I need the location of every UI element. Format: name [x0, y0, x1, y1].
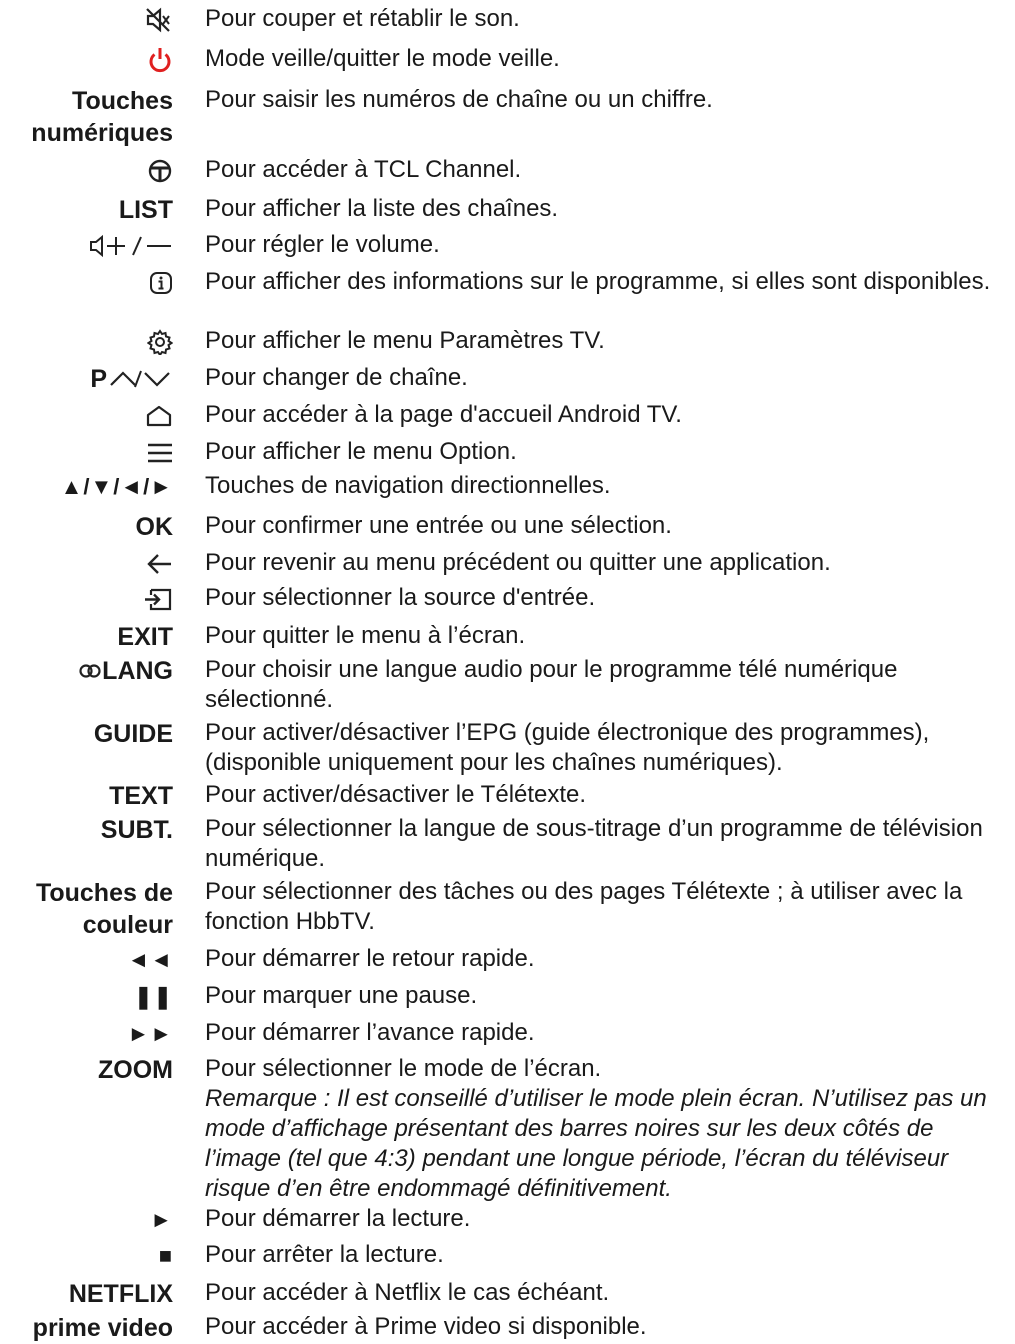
entry-desc: Pour afficher des informations sur le programme, si elles sont disponibles.: [205, 268, 991, 295]
entry-desc: Pour couper et rétablir le son.: [205, 5, 520, 32]
entry-desc: Pour quitter le menu à l’écran.: [205, 622, 526, 649]
entry-desc: Pour régler le volume.: [205, 231, 440, 258]
entry-key: ZOOM: [98, 1056, 173, 1084]
settings-icon: [147, 326, 173, 358]
entry-desc: Pour sélectionner la source d'entrée.: [205, 584, 596, 611]
input-source-icon: [143, 583, 173, 615]
info-icon: [149, 267, 173, 299]
entry-desc: Pour sélectionner des tâches ou des pages Télétexte ; à utiliser avec la fonction HbbTV.: [205, 878, 963, 935]
entry-key: LANG: [79, 655, 173, 687]
entry-key: EXIT: [117, 623, 173, 651]
entry-desc: Pour changer de chaîne.: [205, 364, 468, 391]
entry-key: GUIDE: [93, 720, 173, 748]
tcl-channel-icon: [147, 155, 173, 187]
entry-desc: Pour activer/désactiver le Télétexte.: [205, 781, 587, 808]
entry-desc: Mode veille/quitter le mode veille.: [205, 45, 560, 72]
entry-desc: Pour revenir au menu précédent ou quitter une application.: [205, 549, 831, 576]
entry-desc: Pour arrêter la lecture.: [205, 1241, 444, 1268]
entry-desc: Pour afficher la liste des chaînes.: [205, 195, 559, 222]
play-icon: ►: [150, 1207, 173, 1232]
entry-desc: Pour confirmer une entrée ou une sélection.: [205, 512, 672, 539]
entry-desc: Pour sélectionner la langue de sous-titrage d’un programme de télévision numérique.: [205, 815, 983, 872]
menu-icon: [147, 437, 173, 469]
rewind-icon: ◄◄: [127, 947, 173, 972]
entry-desc: Pour accéder à la page d'accueil Android TV.: [205, 401, 682, 428]
entry-desc: Pour saisir les numéros de chaîne ou un chiffre.: [205, 86, 713, 113]
entry-desc: Pour accéder à Prime video si disponible.: [205, 1313, 647, 1340]
entry-desc: Touches de navigation directionnelles.: [205, 472, 611, 499]
entry-key: TEXT: [109, 782, 173, 810]
audio-language-icon: [79, 663, 101, 679]
entry-key: NETFLIX: [68, 1280, 173, 1308]
entry-desc: Pour afficher le menu Paramètres TV.: [205, 327, 605, 354]
entry-desc: Pour choisir une langue audio pour le programme télé numérique sélectionné.: [205, 656, 898, 713]
entry-desc: Pour démarrer la lecture.: [205, 1205, 471, 1232]
volume-plus-minus-icon: [89, 230, 173, 262]
zoom-note: Remarque : Il est conseillé d’utiliser le mode plein écran. N’utilisez pas un mode d’affichage présentant des barres noires sur les deux côtés de l’image (tel que 4:3) pendant une longue période, l’écran du téléviseur risque d’en être endommagé définitivement.: [205, 1085, 987, 1202]
entry-key: LIST: [118, 196, 173, 224]
entry-key: Touches numériques: [31, 87, 173, 147]
entry-key: OK: [135, 513, 173, 541]
entry-desc: Pour démarrer l’avance rapide.: [205, 1019, 535, 1046]
entry-desc: Pour afficher le menu Option.: [205, 438, 517, 465]
back-arrow-icon: [145, 548, 173, 580]
entry-key: Touches de couleur: [35, 879, 173, 939]
fast-forward-icon: ►►: [127, 1021, 173, 1046]
mute-icon: [145, 4, 173, 36]
stop-icon: ■: [158, 1243, 173, 1268]
pause-icon: ❚❚: [134, 984, 173, 1009]
channel-up-down-icon: P: [90, 363, 173, 395]
entry-desc: Pour accéder à TCL Channel.: [205, 156, 522, 183]
entry-desc: Pour sélectionner le mode de l’écran. Remarque : Il est conseillé d’utiliser le mode plein écran. N’utilisez pas un mode d’affichage présentant des barres noires sur les deux côtés de l’image (tel que 4:3) pendant une longue période, l’écran du téléviseur risque d’en être endommagé définitivement.: [205, 1054, 1010, 1204]
navigation-arrows-icon: ▲/▼/◄/►: [60, 474, 173, 499]
entry-key: prime video: [32, 1314, 173, 1342]
entry-desc: Pour démarrer le retour rapide.: [205, 945, 535, 972]
entry-key: SUBT.: [100, 816, 173, 844]
entry-desc: Pour activer/désactiver l’EPG (guide électronique des programmes), (disponible uniquement pour les chaînes numériques).: [205, 719, 930, 776]
power-icon: [147, 44, 173, 76]
home-icon: [145, 400, 173, 432]
entry-desc: Pour accéder à Netflix le cas échéant.: [205, 1279, 610, 1306]
entry-desc: Pour marquer une pause.: [205, 982, 478, 1009]
